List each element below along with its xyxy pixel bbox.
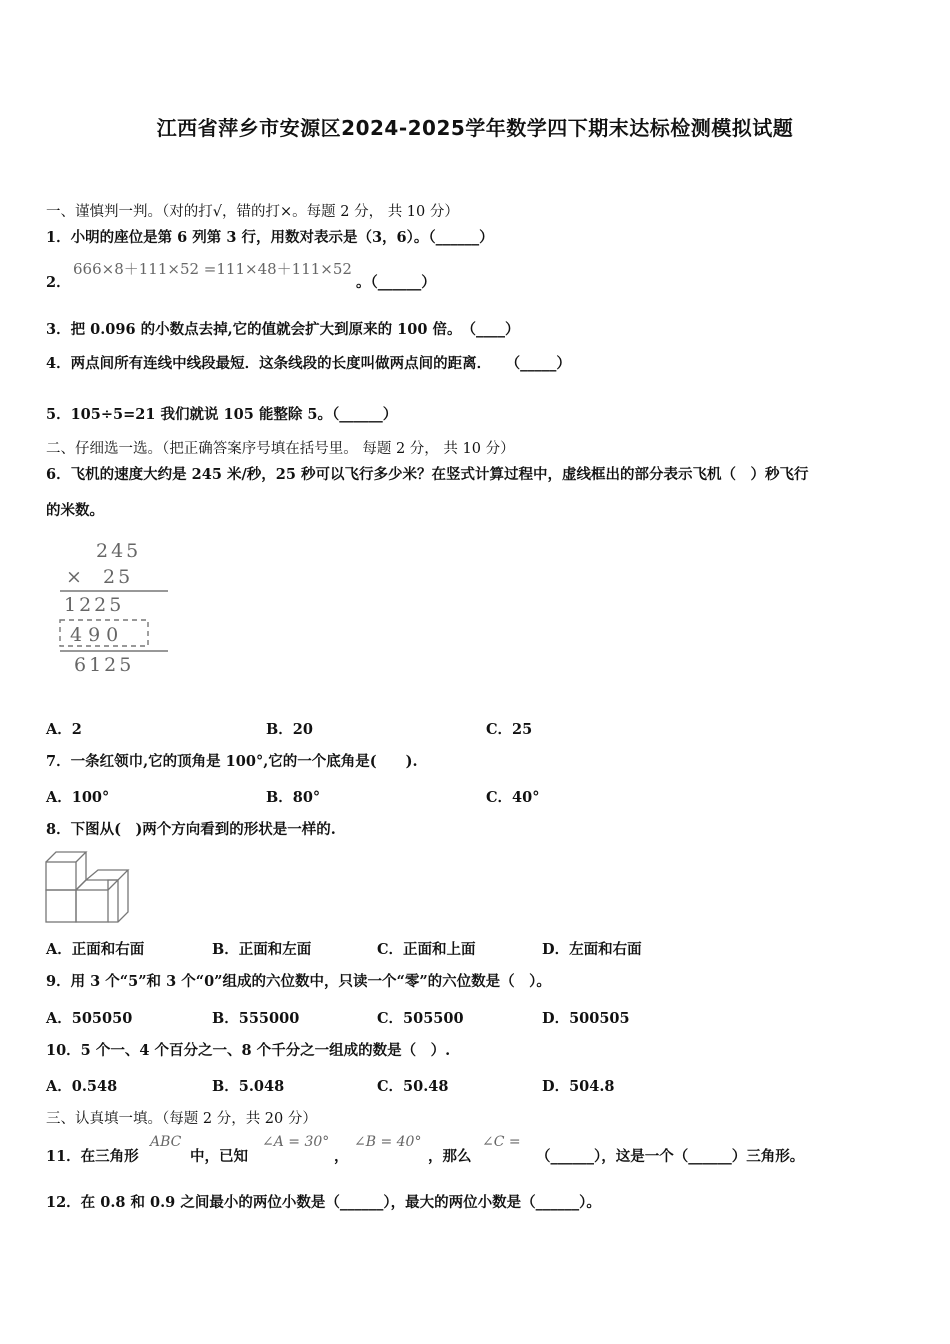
question-8-option-b: B．正面和左面 — [212, 941, 312, 958]
question-11-part-e: （______），这是一个（______）三角形。 — [536, 1148, 805, 1165]
question-6-line2: 的米数。 — [46, 502, 104, 519]
section2-heading: 二、仔细选一选。（把正确答案序号填在括号里。 每题 2 分， 共 10 分） — [46, 441, 515, 457]
section1-heading: 一、谨慎判一判。（对的打√，错的打×。每题 2 分， 共 10 分） — [46, 204, 459, 220]
question-8-option-a: A．正面和右面 — [46, 941, 145, 958]
question-10-option-b: B．5.048 — [212, 1078, 285, 1095]
question-10-option-c: C．50.48 — [377, 1078, 449, 1095]
question-6-option-c: C．25 — [486, 721, 533, 738]
question-8-option-d: D．左面和右面 — [542, 941, 642, 958]
calc-row-3: 1225 — [64, 594, 125, 616]
question-4: 4．两点间所有连线中线段最短．这条线段的长度叫做两点间的距离． （_____） — [46, 355, 571, 372]
question-2-expression: 666×8＋111×52 =111×48＋111×52 — [73, 260, 352, 278]
question-7-option-b: B．80° — [266, 789, 321, 806]
question-3: 3．把 0.096 的小数点去掉,它的值就会扩大到原来的 100 倍。 （____） — [46, 321, 520, 338]
question-11-triangle-name: ABC — [150, 1134, 182, 1150]
question-7-option-c: C．40° — [486, 789, 540, 806]
question-5: 5．105÷5=21 我们就说 105 能整除 5。（______） — [46, 406, 398, 423]
question-10-option-a: A．0.548 — [46, 1078, 118, 1095]
page-title: 江西省萍乡市安源区2024-2025学年数学四下期末达标检测模拟试题 — [156, 116, 794, 140]
question-2-number: 2． — [46, 274, 71, 291]
question-9-option-c: C．505500 — [377, 1010, 464, 1027]
calc-row-2: × 25 — [66, 566, 134, 588]
question-1: 1．小明的座位是第 6 列第 3 行，用数对表示是（3，6）。（______） — [46, 229, 494, 246]
question-11-part-d: ，那么 — [428, 1148, 472, 1165]
question-11-comma: ， — [334, 1148, 349, 1165]
question-11-angle-a: ∠A = 30° — [262, 1134, 330, 1150]
question-7-option-a: A．100° — [46, 789, 110, 806]
question-11-part-b: 中，已知 — [190, 1148, 248, 1165]
cube-stack-figure — [44, 848, 134, 928]
question-2-tail: 。（______） — [356, 274, 436, 291]
question-10-option-d: D．504.8 — [542, 1078, 615, 1095]
question-6-option-b: B．20 — [266, 721, 313, 738]
question-11-angle-c: ∠C = — [482, 1134, 521, 1150]
question-8: 8．下图从( )两个方向看到的形状是一样的. — [46, 821, 336, 838]
question-9-option-b: B．555000 — [212, 1010, 300, 1027]
question-9-option-a: A．505050 — [46, 1010, 133, 1027]
question-12: 12．在 0.8 和 0.9 之间最小的两位小数是（______），最大的两位小数是（______）。 — [46, 1194, 601, 1211]
question-9-option-d: D．500505 — [542, 1010, 630, 1027]
question-10: 10．5 个一、4 个百分之一、8 个千分之一组成的数是（ ）. — [46, 1042, 451, 1059]
question-11-angle-b: ∠B = 40° — [354, 1134, 422, 1150]
calc-row-1: 245 — [96, 540, 142, 562]
question-7: 7．一条红领巾,它的顶角是 100°,它的一个底角是( ). — [46, 753, 418, 770]
calc-row-5: 6125 — [74, 654, 135, 676]
question-8-option-c: C．正面和上面 — [377, 941, 476, 958]
question-11-part-a: 11．在三角形 — [46, 1148, 139, 1165]
calc-row-4: 490 — [70, 624, 125, 646]
question-9: 9．用 3 个“5”和 3 个“0”组成的六位数中，只读一个“零”的六位数是（ ）。 — [46, 973, 551, 990]
section3-heading: 三、认真填一填。（每题 2 分，共 20 分） — [46, 1111, 317, 1127]
question-6-option-a: A．2 — [46, 721, 82, 738]
vertical-multiplication-figure — [50, 535, 180, 680]
question-6-line1: 6．飞机的速度大约是 245 米/秒，25 秒可以飞行多少米？在竖式计算过程中，虚线框出的部分表示飞机（ ）秒飞行 — [46, 466, 809, 483]
